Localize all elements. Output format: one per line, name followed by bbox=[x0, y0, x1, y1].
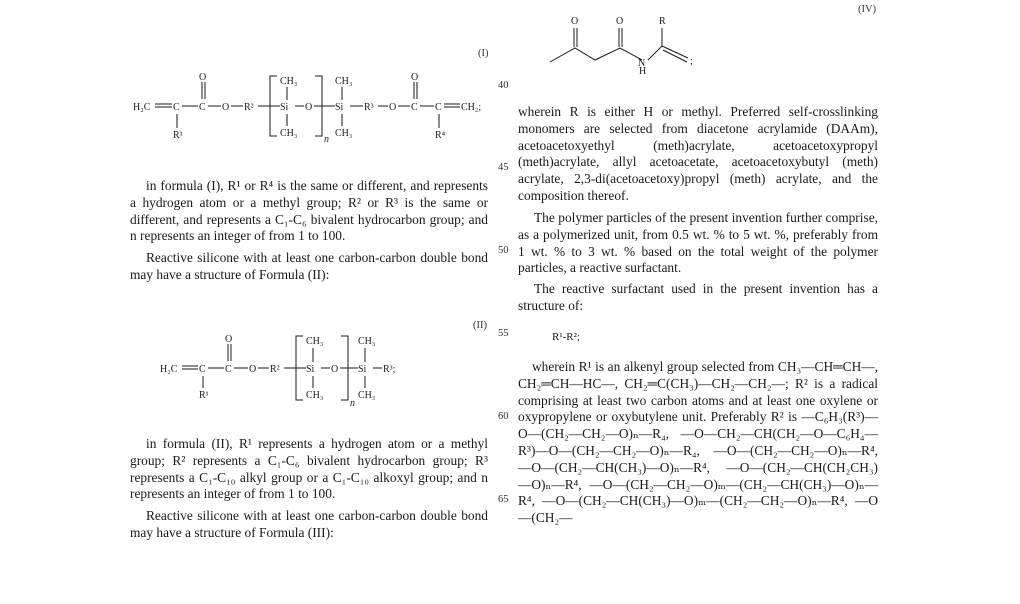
f2-o2: O bbox=[331, 364, 339, 375]
f4-o2: O bbox=[616, 16, 624, 27]
f1-o-top2: O bbox=[411, 72, 419, 83]
f1-ch3-c: CH₃ bbox=[335, 76, 353, 87]
f1-c2: C bbox=[199, 102, 206, 113]
f2-si1: Si bbox=[306, 364, 315, 375]
f2-r3: R³; bbox=[383, 364, 396, 375]
left-paragraph-2: Reactive silicone with at least one carbon-carbon double bond may have a structure of Formula (II): bbox=[130, 250, 488, 282]
formula-r1-r2: R¹-R²; bbox=[552, 331, 580, 343]
f2-h2c: H₂C bbox=[160, 364, 178, 375]
f2-si2: Si bbox=[358, 364, 367, 375]
f2-ch3-a: CH₃ bbox=[306, 336, 324, 347]
formula-iv-structure bbox=[540, 10, 710, 80]
line-number-45: 45 bbox=[498, 162, 509, 173]
left-paragraph-3: in formula (II), R¹ represents a hydrogen atom or a methyl group; R² represents a C₁-C₆ bivalent hydrocarbon group; R³ represents a C₁-C₁₀ alkyl group or a C₁-C₁₀ alkoxyl group; and n represents an integer of from 1 to 100. bbox=[130, 436, 488, 502]
f1-r3: R³ bbox=[364, 102, 374, 113]
formula-i-structure bbox=[130, 70, 500, 150]
f2-c2: C bbox=[225, 364, 232, 375]
right-paragraph-3: The reactive surfactant used in the present invention has a structure of: bbox=[518, 281, 878, 313]
formula-ii-structure bbox=[158, 330, 418, 410]
line-number-60: 60 bbox=[498, 411, 509, 422]
right-paragraph-2: The polymer particles of the present invention further comprise, as a polymerized unit, from 0.5 wt. % to 5 wt. %, preferably from 1 wt. % to 3 wt. % based on the total weight of the polymer particles, a reactive surfactant. bbox=[518, 210, 878, 276]
f2-o-top: O bbox=[225, 334, 233, 345]
f4-o1: O bbox=[571, 16, 579, 27]
left-paragraph-4: Reactive silicone with at least one carbon-carbon double bond may have a structure of Formula (III): bbox=[130, 508, 488, 540]
f1-c1: C bbox=[173, 102, 180, 113]
f1-r4: R⁴ bbox=[435, 130, 446, 141]
f1-si1: Si bbox=[280, 102, 289, 113]
f1-si2: Si bbox=[335, 102, 344, 113]
formula-mark-i: (I) bbox=[478, 48, 489, 59]
f1-h2c: H₂C bbox=[133, 102, 151, 113]
f2-r1: R¹ bbox=[199, 390, 209, 401]
f1-ch2: CH₂; bbox=[461, 102, 482, 113]
f1-o2: O bbox=[305, 102, 313, 113]
f1-n: n bbox=[324, 134, 329, 145]
line-number-50: 50 bbox=[498, 245, 509, 256]
line-number-40: 40 bbox=[498, 80, 509, 91]
f2-o1: O bbox=[249, 364, 257, 375]
f2-n: n bbox=[350, 398, 355, 409]
f4-n: N bbox=[638, 58, 646, 69]
f4-semicolon: ; bbox=[690, 56, 693, 67]
f1-o3: O bbox=[389, 102, 397, 113]
right-paragraph-4: wherein R¹ is an alkenyl group selected from CH₃—CH═CH—, CH₂═CH—HC—, CH₂═C(CH₃)—CH₂—CH₂—; R² is a radical comprising at least two carbon atoms and at least one oxylene or oxypropylene or oxybutylene unit. Preferably R² is —C₆H₃(R³)—O—(CH₂—CH₂—O)ₙ—R₄, —O—CH₂—CH(CH₂—O—C₆H₄—R³)—O—(CH₂—CH₂—O)ₙ—R₄, —O—(CH₂—CH₂—O)ₙ—R⁴, —O—(CH₂—CH(CH₃)—O)ₙ—R⁴, —O—(CH₂—CH(CH₂CH₃)—O)ₙ—R⁴, —O—(CH₂—CH₂—O)ₘ—(CH₂—CH(CH₃)—O)ₙ—R⁴, —O—(CH₂—CH(CH₃)—O)ₘ—(CH₂—CH₂—O)ₙ—R⁴, —O—(CH₂— bbox=[518, 359, 878, 526]
f1-ch3-b: CH₃ bbox=[280, 128, 298, 139]
f1-c3: C bbox=[411, 102, 418, 113]
f2-ch3-b: CH₃ bbox=[306, 390, 324, 401]
f1-o-top1: O bbox=[199, 72, 207, 83]
f2-c1: C bbox=[199, 364, 206, 375]
line-number-65: 65 bbox=[498, 494, 509, 505]
f2-r2: R² bbox=[270, 364, 280, 375]
f1-o1: O bbox=[222, 102, 230, 113]
f1-ch3-a: CH₃ bbox=[280, 76, 298, 87]
f4-h: H bbox=[639, 66, 647, 77]
right-paragraph-1: wherein R is either H or methyl. Preferred self-crosslinking monomers are selected from diacetone acrylamide (DAAm), acetoacetoxyethyl (meth)acrylate, acetoacetoxypropyl (meth)acrylate, allyl acetoacetate, acetoacetoxybutyl (meth) acrylate, 2,3-di(acetoacetoxy)propyl (meth) acrylate, and the composition thereof. bbox=[518, 104, 878, 203]
left-paragraph-1: in formula (I), R¹ or R⁴ is the same or different, and represents a hydrogen atom or a methyl group; R² or R³ is the same or different, and represents a C₁-C₆ bivalent hydrocarbon group; and n represents an integer of from 1 to 100. bbox=[130, 178, 488, 244]
f1-ch3-d: CH₃ bbox=[335, 128, 353, 139]
formula-mark-ii: (II) bbox=[473, 320, 487, 331]
formula-mark-iv: (IV) bbox=[858, 4, 877, 15]
f1-r1: R¹ bbox=[173, 130, 183, 141]
f4-r: R bbox=[659, 16, 666, 27]
line-number-55: 55 bbox=[498, 328, 509, 339]
f1-c4: C bbox=[435, 102, 442, 113]
f2-ch3-d: CH₃ bbox=[358, 390, 376, 401]
f2-ch3-c: CH₃ bbox=[358, 336, 376, 347]
f1-r2: R² bbox=[244, 102, 254, 113]
